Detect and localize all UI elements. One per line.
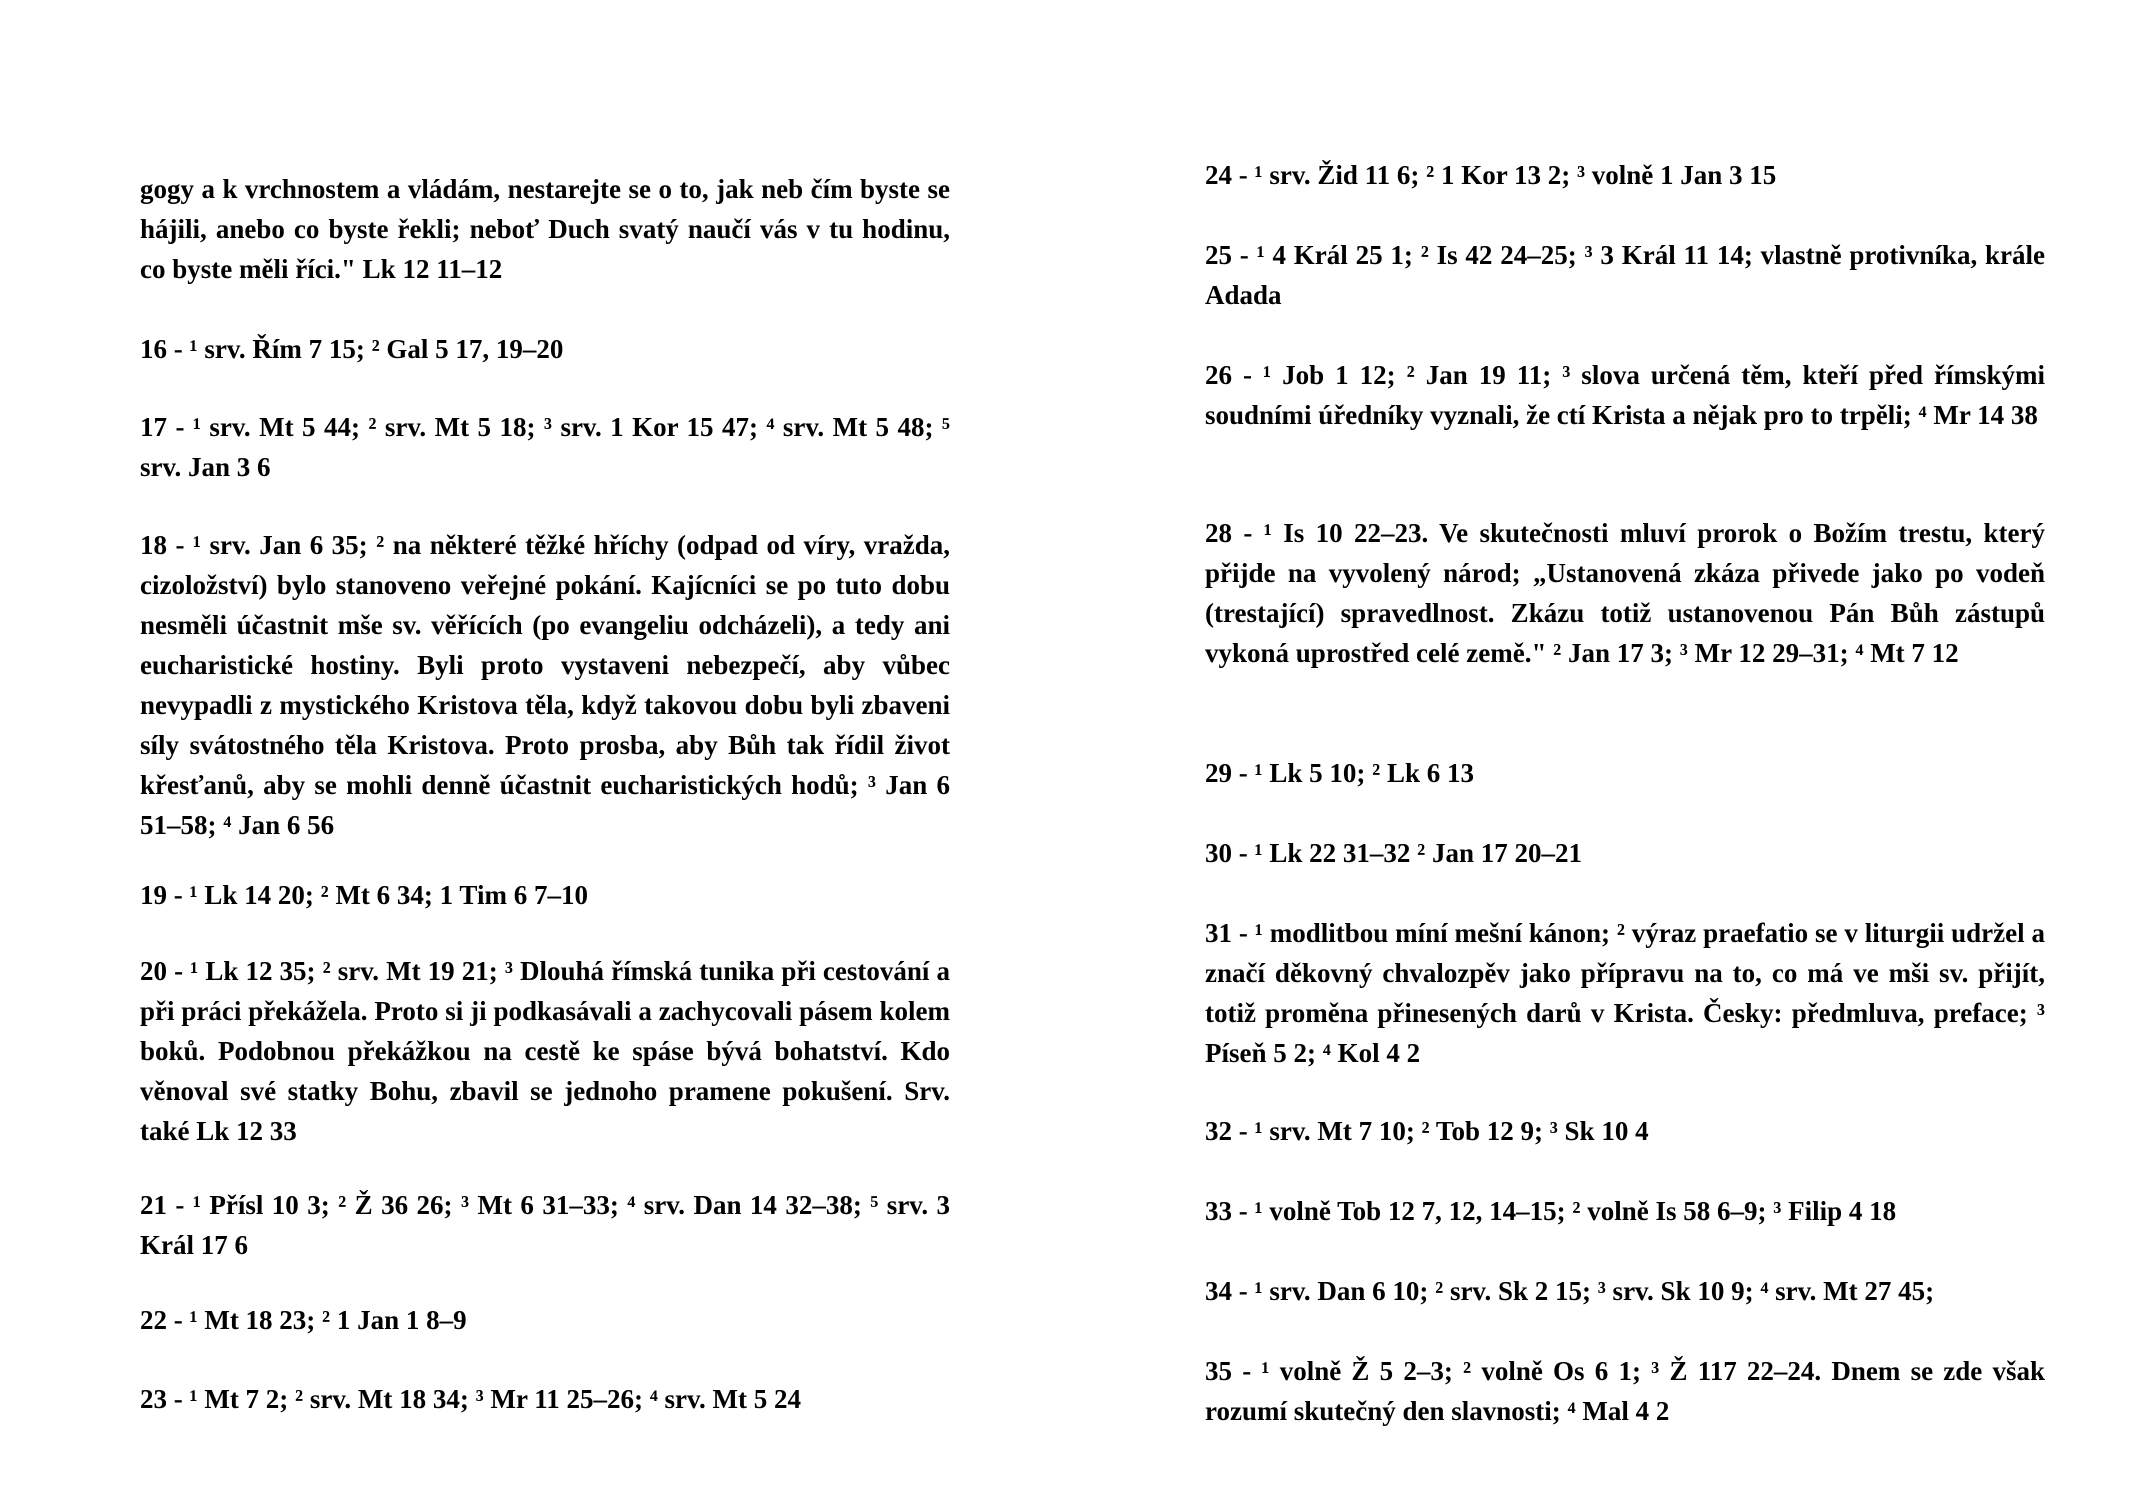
note-35: 35 - ¹ volně Ž 5 2–3; ² volně Os 6 1; ³ Ž 117 22–24. Dnem se zde však rozumí skutečný den slavnosti; ⁴ Mal 4 2 (1205, 1356, 2045, 1426)
note-25: 25 - ¹ 4 Král 25 1; ² Is 42 24–25; ³ 3 Král 11 14; vlastně protivníka, krále Adada (1205, 240, 2045, 310)
note-16: 16 - ¹ srv. Řím 7 15; ² Gal 5 17, 19–20 (140, 334, 564, 364)
note-30: 30 - ¹ Lk 22 31–32 ² Jan 17 20–21 (1205, 838, 1582, 868)
note-33: 33 - ¹ volně Tob 12 7, 12, 14–15; ² volně Is 58 6–9; ³ Filip 4 18 (1205, 1196, 1897, 1226)
note-31: 31 - ¹ modlitbou míní mešní kánon; ² výraz praefatio se v liturgii udržel a značí děkovný chvalozpěv jako přípravu na to, co má ve mši sv. přijít, totiž proměna přinesených darů v Krista. Česky: předmluva, preface; ³ Píseň 5 2; ⁴ Kol 4 2 (1205, 918, 2045, 1068)
note-24: 24 - ¹ srv. Žid 11 6; ² 1 Kor 13 2; ³ volně 1 Jan 3 15 (1205, 160, 1777, 190)
note-26: 26 - ¹ Job 1 12; ² Jan 19 11; ³ slova určená těm, kteří před římskými soudními úředníky vyznali, že ctí Krista a nějak pro to trpěli; ⁴ Mr 14 38 (1205, 360, 2045, 430)
note-34: 34 - ¹ srv. Dan 6 10; ² srv. Sk 2 15; ³ srv. Sk 10 9; ⁴ srv. Mt 27 45; (1205, 1276, 1935, 1306)
note-22: 22 - ¹ Mt 18 23; ² 1 Jan 1 8–9 (140, 1305, 467, 1335)
note-17: 17 - ¹ srv. Mt 5 44; ² srv. Mt 5 18; ³ srv. 1 Kor 15 47; ⁴ srv. Mt 5 48; ⁵ srv. Jan 3 6 (140, 412, 950, 482)
note-23: 23 - ¹ Mt 7 2; ² srv. Mt 18 34; ³ Mr 11 25–26; ⁴ srv. Mt 5 24 (140, 1384, 802, 1414)
note-18: 18 - ¹ srv. Jan 6 35; ² na některé těžké hříchy (odpad od víry, vražda, cizoložství) bylo stanoveno veřejné pokání. Kajícníci se po tuto dobu nesměli účastnit mše sv. věřících (po evangeliu odcházeli), a tedy ani eucharistické hostiny. Byli proto vystaveni nebezpečí, aby vůbec nevypadli z mystického Kristova těla, když takovou dobu byli zbaveni síly svátostného těla Kristova. Proto prosba, aby Bůh tak řídil život křesťanů, aby se mohli denně účastnit eucharistických hodů; ³ Jan 6 51–58; ⁴ Jan 6 56 (140, 530, 950, 840)
note-19: 19 - ¹ Lk 14 20; ² Mt 6 34; 1 Tim 6 7–10 (140, 880, 588, 910)
note-20: 20 - ¹ Lk 12 35; ² srv. Mt 19 21; ³ Dlouhá římská tunika při cestování a při práci překážela. Proto si ji podkasávali a zachycovali pásem kolem boků. Podobnou překážkou na cestě ke spáse bývá bohatství. Kdo věnoval své statky Bohu, zbavil se jednoho pramene pokušení. Srv. také Lk 12 33 (140, 956, 950, 1146)
note-continuation: gogy a k vrchnostem a vládám, nestarejte se o to, jak neb čím byste se hájili, anebo co byste řekli; neboť Duch svatý naučí vás v tu hodinu, co byste měli říci." Lk 12 11–12 (140, 174, 950, 284)
note-29: 29 - ¹ Lk 5 10; ² Lk 6 13 (1205, 758, 1474, 788)
note-32: 32 - ¹ srv. Mt 7 10; ² Tob 12 9; ³ Sk 10 4 (1205, 1116, 1649, 1146)
note-28: 28 - ¹ Is 10 22–23. Ve skutečnosti mluví prorok o Božím trestu, který přijde na vyvolený národ; „Ustanovená zkáza přivede jako po vodeň (trestající) spravedlnost. Zkázu totiž ustanovenou Pán Bůh zástupů vykoná uprostřed celé země." ² Jan 17 3; ³ Mr 12 29–31; ⁴ Mt 7 12 (1205, 518, 2045, 668)
note-21: 21 - ¹ Přísl 10 3; ² Ž 36 26; ³ Mt 6 31–33; ⁴ srv. Dan 14 32–38; ⁵ srv. 3 Král 17 6 (140, 1190, 950, 1260)
